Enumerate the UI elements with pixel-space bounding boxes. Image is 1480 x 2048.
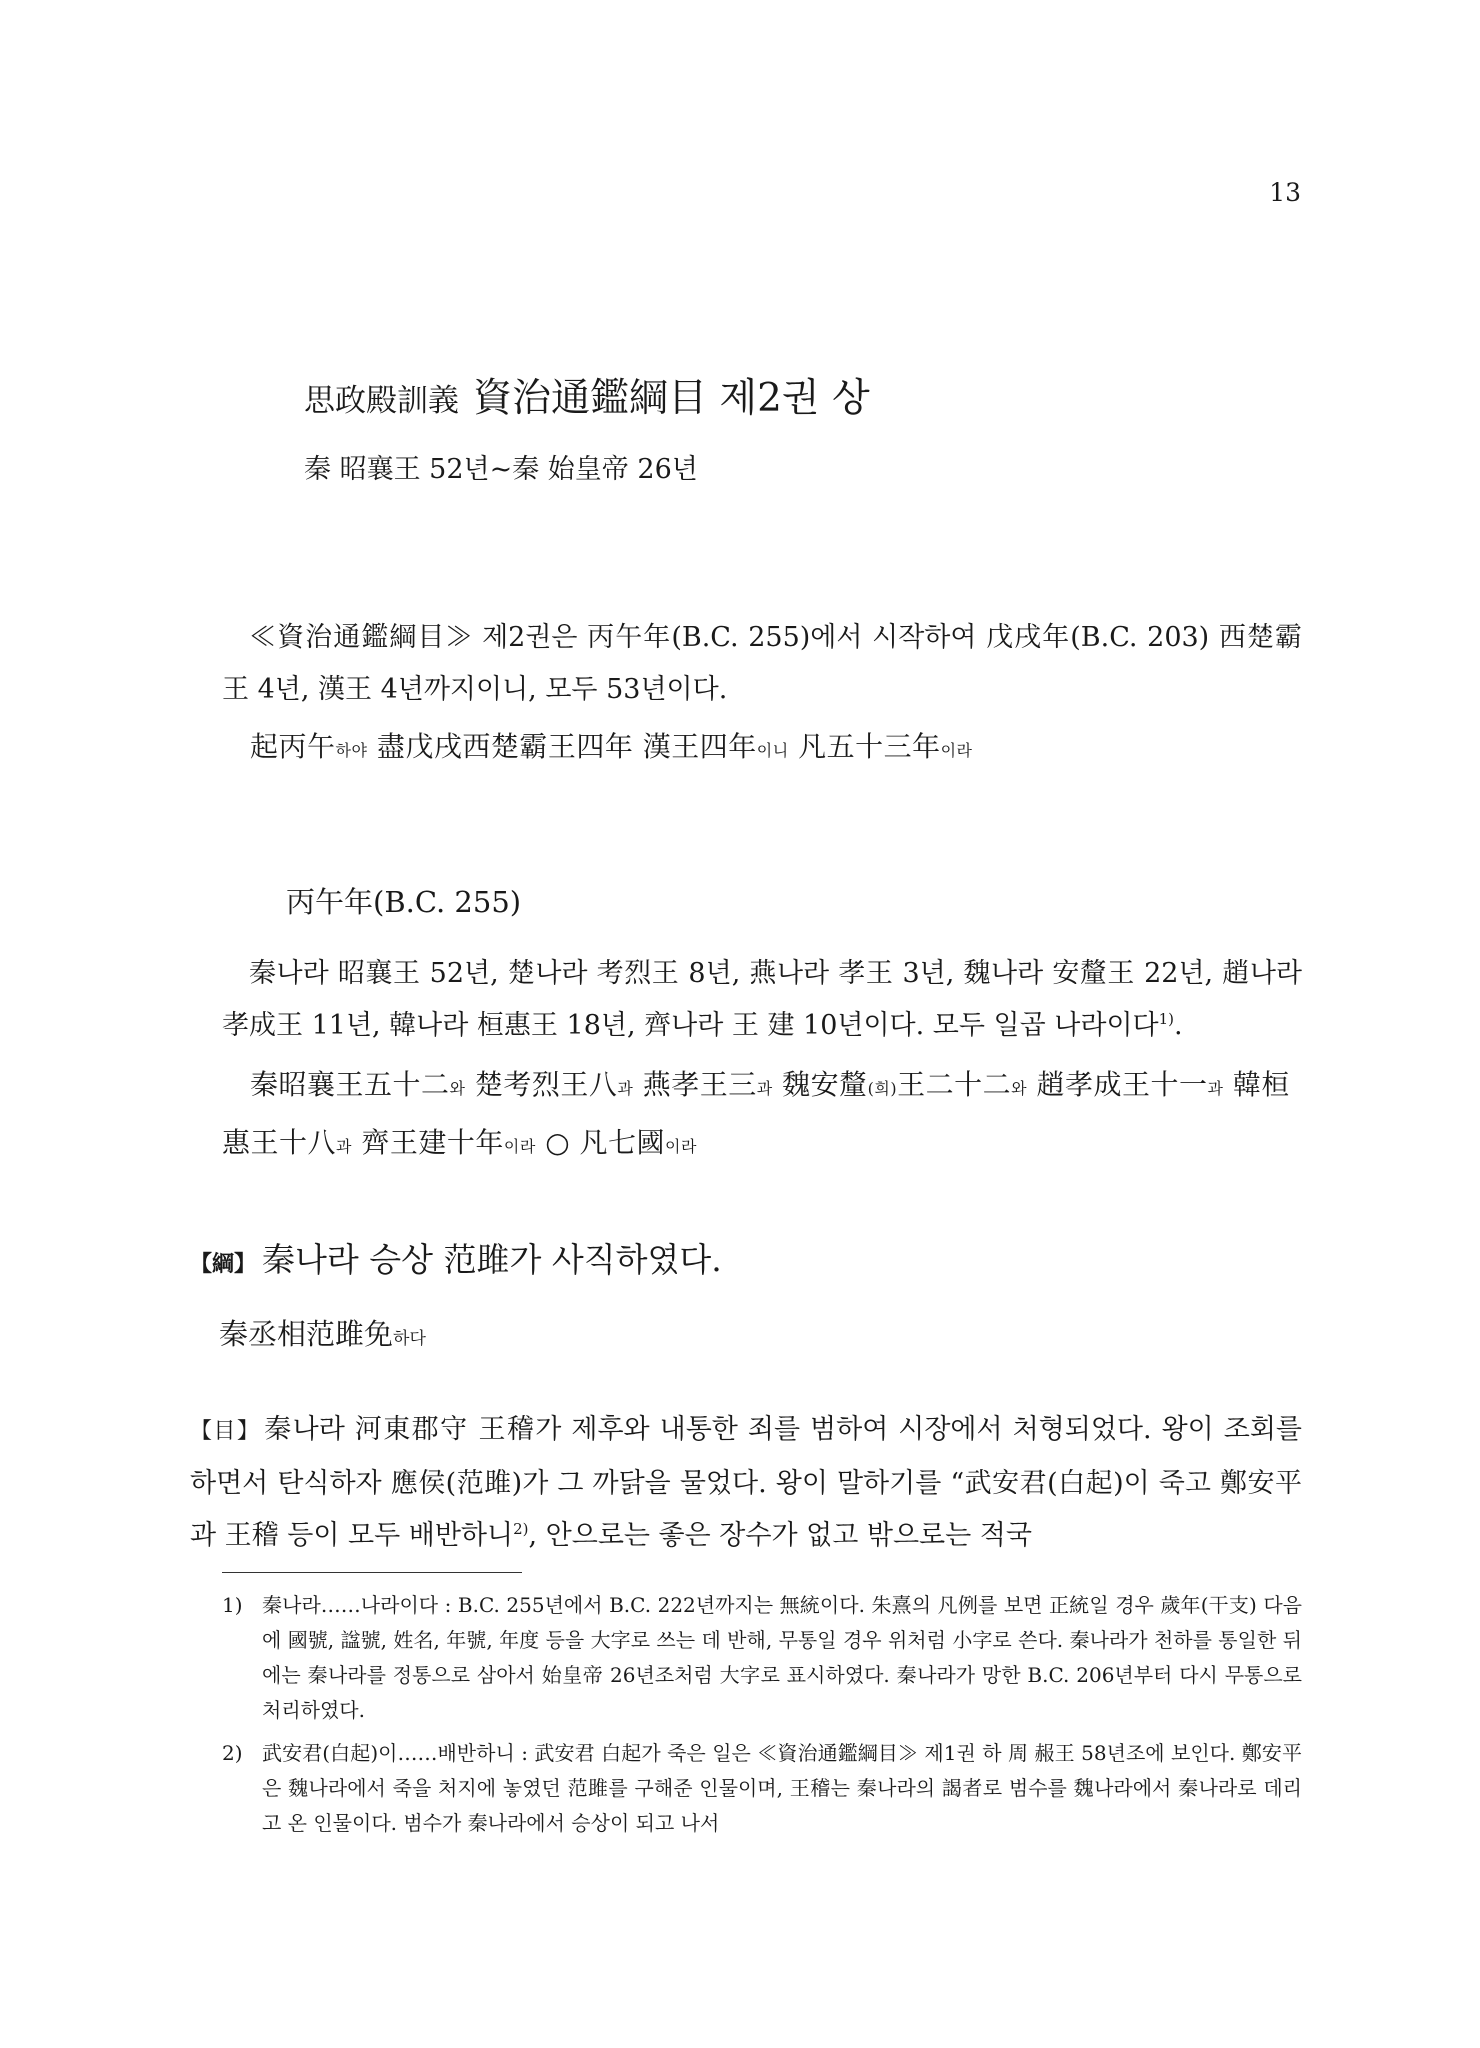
- gang-section: [190, 1236, 1300, 1363]
- hanmun-particle: 과: [617, 1079, 634, 1098]
- hanmun-particle: 이니: [756, 741, 789, 760]
- footnote-ref: 2): [513, 1520, 529, 1538]
- mok-text-part2: , 안으로는 좋은 장수가 없고 밖으로는 적국: [528, 1520, 1032, 1551]
- footnote-number: 2): [222, 1741, 243, 1765]
- hanmun-particle: 이라: [503, 1137, 536, 1156]
- hanmun-particle: 이라: [940, 741, 973, 760]
- footnote-divider: [222, 1572, 522, 1573]
- mok-section: [190, 1404, 1302, 1562]
- footnotes: [222, 1588, 1302, 1849]
- hanmun-particle: 와: [1011, 1079, 1028, 1098]
- hanmun-reading: (희): [867, 1079, 898, 1098]
- mok-paragraph: [190, 1404, 1302, 1562]
- hanmun-text: 燕孝王三: [633, 1068, 757, 1101]
- hanmun-text: 齊王建十年: [351, 1126, 504, 1159]
- footnote-item: [222, 1736, 1302, 1841]
- intro-paragraph: ≪資治通鑑綱目≫ 제2권은 丙午年(B.C. 255)에서 시작하여 戊戌年(B.C. 203) 西楚霸王 4년, 漢王 4년까지이니, 모두 53년이다.: [222, 622, 1302, 705]
- gang-text: 秦나라 승상 范雎가 사직하였다.: [262, 1240, 722, 1279]
- book-title: [304, 372, 1304, 428]
- book-title-text: 資治通鑑綱目 제2권 상: [473, 376, 870, 421]
- hanmun-text: 起丙午: [250, 730, 336, 763]
- year-section: [222, 948, 1302, 1174]
- hanmun-particle: 이라: [665, 1137, 697, 1156]
- hanmun-text: 盡戊戌西楚霸王四年 漢王四年: [367, 730, 757, 763]
- hanmun-text: 秦丞相范雎免: [219, 1317, 394, 1351]
- title-block: [304, 372, 1304, 490]
- gang-hanmun: [190, 1310, 1300, 1363]
- hanmun-particle: 과: [1207, 1079, 1224, 1098]
- year-heading-block: [286, 882, 1286, 922]
- mok-tag: 【目】: [190, 1419, 261, 1444]
- hanmun-text: 凡五十三年: [788, 730, 941, 763]
- year-paragraph-end: .: [1174, 1010, 1183, 1041]
- year-heading: 丙午年(B.C. 255): [286, 885, 522, 919]
- footnote-text: 秦나라……나라이다 : B.C. 255년에서 B.C. 222년까지는 無統이다. 朱熹의 凡例를 보면 正統일 경우 歲年(干支) 다음에 國號, 諡號, 姓名, 年號, 年度 등을 大字로 쓰는 데 반해, 무통일 경우 위처럼 小字로 쓴다. 秦나라가 천하를 통일한 뒤에는 秦나라를 정통으로 삼아서 始皇帝 26년조처럼 大字로 표시하였다. 秦나라가 망한 B.C. 206년부터 다시 무통으로 처리하였다.: [262, 1593, 1302, 1722]
- hanmun-text: 王二十二: [897, 1068, 1012, 1101]
- footnote-text: 武安君(白起)이……배반하니 : 武安君 白起가 죽은 일은 ≪資治通鑑綱目≫ 제1권 하 周 赧王 58년조에 보인다. 鄭安平은 魏나라에서 죽을 처지에 놓였던 范雎를 구해준 인물이며, 王稽는 秦나라의 謁者로 범수를 魏나라에서 秦나라로 데리고 온 인물이다. 범수가 秦나라에서 승상이 되고 나서: [262, 1741, 1302, 1835]
- hanmun-particle: 하다: [393, 1329, 426, 1349]
- intro-section: [222, 612, 1302, 778]
- hanmun-particle: 와: [449, 1079, 466, 1098]
- gang-tag: 【綱】: [190, 1251, 257, 1277]
- hanmun-particle: 과: [756, 1079, 773, 1098]
- hanmun-text: 魏安釐: [772, 1068, 868, 1101]
- hanmun-particle: 하야: [335, 741, 368, 760]
- hanmun-text: 楚考烈王八: [465, 1068, 618, 1101]
- reign-range-subtitle: 秦 昭襄王 52년~秦 始皇帝 26년: [304, 454, 698, 485]
- hanmun-text: 秦昭襄王五十二: [250, 1068, 450, 1101]
- hanmun-particle: 과: [336, 1137, 352, 1156]
- year-paragraph-text: 秦나라 昭襄王 52년, 楚나라 考烈王 8년, 燕나라 孝王 3년, 魏나라 安釐王 22년, 趙나라 孝成王 11년, 韓나라 桓惠王 18년, 齊나라 王 建 10년이다. 모두 일곱 나라이다: [222, 958, 1302, 1041]
- page-number: 13: [1269, 178, 1301, 207]
- year-hanmun: [222, 1058, 1302, 1174]
- footnote-item: [222, 1588, 1302, 1728]
- hanmun-text: ○ 凡七國: [535, 1126, 666, 1159]
- intro-hanmun: [222, 720, 1302, 778]
- year-paragraph: [222, 948, 1302, 1052]
- footnote-ref: 1): [1158, 1010, 1175, 1028]
- series-prefix: 思政殿訓義: [304, 383, 459, 419]
- mok-text-part1: 秦나라 河東郡守 王稽가 제후와 내통한 죄를 범하여 시장에서 처형되었다. 왕이 조회를 하면서 탄식하자 應侯(范雎)가 그 까닭을 물었다. 왕이 말하기를 “武安君(白起)이 죽고 鄭安平과 王稽 등이 모두 배반하니: [190, 1414, 1302, 1551]
- hanmun-text: 趙孝成王十一: [1027, 1068, 1208, 1101]
- hanmun-text: 韓桓惠王十八: [222, 1068, 1290, 1159]
- gang-heading: [190, 1236, 1300, 1288]
- footnote-number: 1): [222, 1593, 243, 1617]
